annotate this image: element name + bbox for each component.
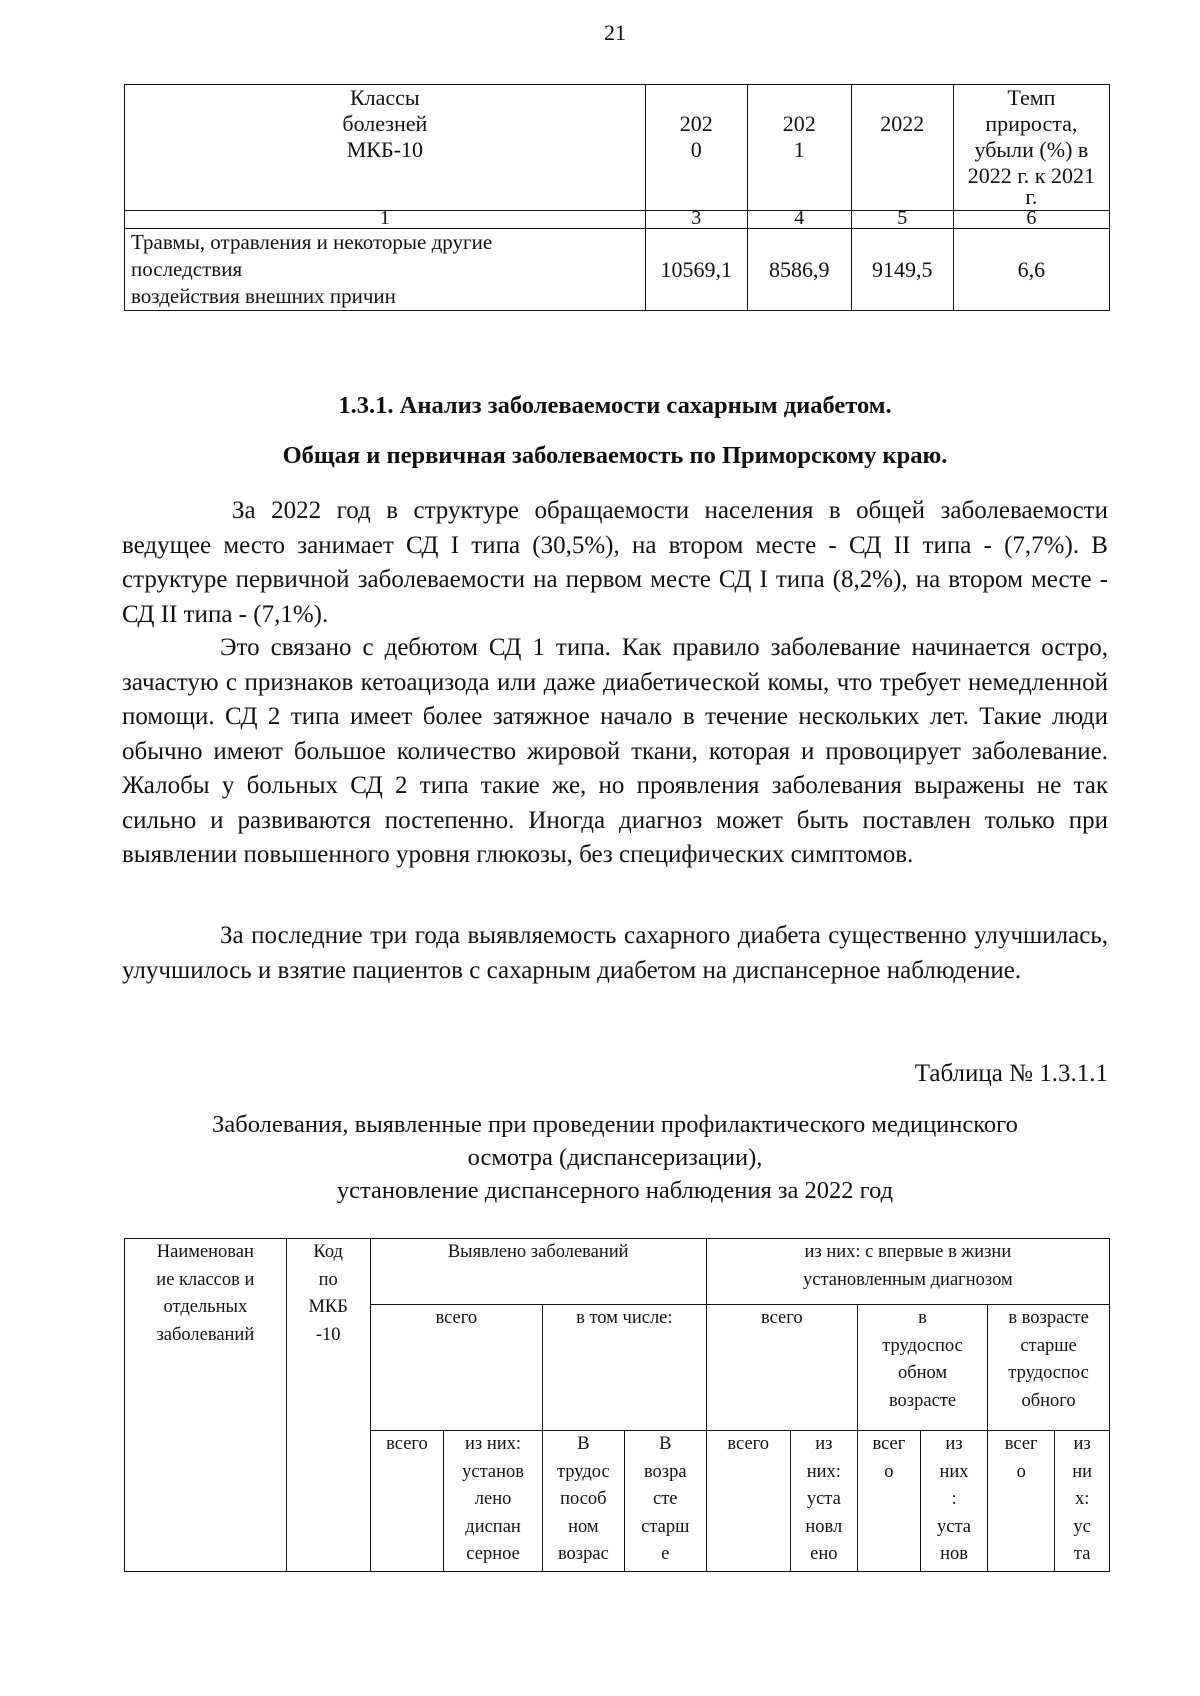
section-heading: 1.3.1. Анализ заболеваемости сахарным диабетом.	[338, 392, 892, 419]
paragraph: Это связано с дебютом СД 1 типа. Как правило заболевание начинается остро, зачастую с признаков кетоацизода или даже диабетической комы, что требует немедленной помощи. СД 2 типа имеет более затяжное начало в течение нескольких лет. Такие люди обычно имеют большое количество жировой ткани, которая и провоцирует заболевание. Жалобы у больных СД 2 типа такие же, но проявления заболевания выражены не так сильно и развиваются постепенно. Иногда диагноз может быть поставлен только при выявлении повышенного уровня глюкозы, без специфических симптомов.	[122, 634, 1108, 868]
header-2020: 202 0	[645, 85, 747, 211]
screening-table	[124, 1238, 1110, 1572]
morbidity-table	[124, 84, 1110, 311]
header-icd-code: Код по МКБ -10	[286, 1239, 370, 1572]
value-growth: 6,6	[953, 229, 1109, 311]
col-number: 4	[747, 211, 851, 229]
subheader-cell: всего	[706, 1431, 790, 1572]
subheader-cell: из них: установ лено диспан серное	[444, 1431, 543, 1572]
header-detected: Выявлено заболеваний	[370, 1239, 706, 1305]
value-2022: 9149,5	[851, 229, 953, 311]
header-total: всего	[706, 1305, 857, 1431]
table-caption: Заболевания, выявленные при проведении профилактического медицинского осмотра (диспансеризации), установление диспансерного наблюдения за 2022 год	[212, 1111, 1018, 1204]
col-number: 3	[645, 211, 747, 229]
subheader-cell: В трудос пособ ном возрас	[542, 1431, 624, 1572]
header-2022: 2022	[851, 85, 953, 211]
page-number: 21	[604, 20, 626, 45]
header-older-age: в возрасте старше трудоспос обного	[988, 1305, 1110, 1431]
table-header-row	[125, 85, 1110, 211]
col-number: 5	[851, 211, 953, 229]
col-number: 1	[125, 211, 646, 229]
paragraph: За 2022 год в структуре обращаемости населения в общей заболеваемости ведущее место занимает СД I типа (30,5%), на втором месте - СД II типа - (7,7%). В структуре первичной заболеваемости на первом месте СД I типа (8,2%), на втором месте - СД II типа - (7,1%).	[122, 497, 1108, 628]
subheader-cell: всег о	[857, 1431, 920, 1572]
subsection-heading: Общая и первичная заболеваемость по Приморскому краю.	[282, 442, 948, 469]
row-name: Травмы, отравления и некоторые другие последствия воздействия внешних причин	[125, 229, 646, 311]
value-2020: 10569,1	[645, 229, 747, 311]
subheader-cell: из ни х: ус та	[1055, 1431, 1110, 1572]
value-2021: 8586,9	[747, 229, 851, 311]
subheader-cell: из них: уста новл ено	[790, 1431, 857, 1572]
paragraph: За последние три года выявляемость сахарного диабета существенно улучшилась, улучшилось и взятие пациентов с сахарным диабетом на диспансерное наблюдение.	[122, 922, 1108, 984]
column-number-row	[125, 211, 1110, 229]
header-first-diagnosed: из них: с впервые в жизни установленным диагнозом	[706, 1239, 1109, 1305]
header-total: всего	[370, 1305, 542, 1431]
col-number: 6	[953, 211, 1109, 229]
header-disease-name: Наименован ие классов и отдельных заболеваний	[125, 1239, 287, 1572]
subheader-cell: всег о	[988, 1431, 1055, 1572]
subheader-cell: из них : уста нов	[920, 1431, 987, 1572]
header-including: в том числе:	[542, 1305, 706, 1431]
subheader-cell: всего	[370, 1431, 444, 1572]
table-header-row	[125, 1239, 1110, 1305]
subheader-cell: В возра сте старш е	[624, 1431, 706, 1572]
header-2021: 202 1	[747, 85, 851, 211]
table-row	[125, 229, 1110, 311]
table-number: Таблица № 1.3.1.1	[914, 1060, 1108, 1087]
header-classes: Классы болезней МКБ-10	[125, 85, 646, 211]
header-growth: Темп прироста, убыли (%) в 2022 г. к 2021 г.	[953, 85, 1109, 211]
header-working-age: в трудоспос обном возрасте	[857, 1305, 987, 1431]
